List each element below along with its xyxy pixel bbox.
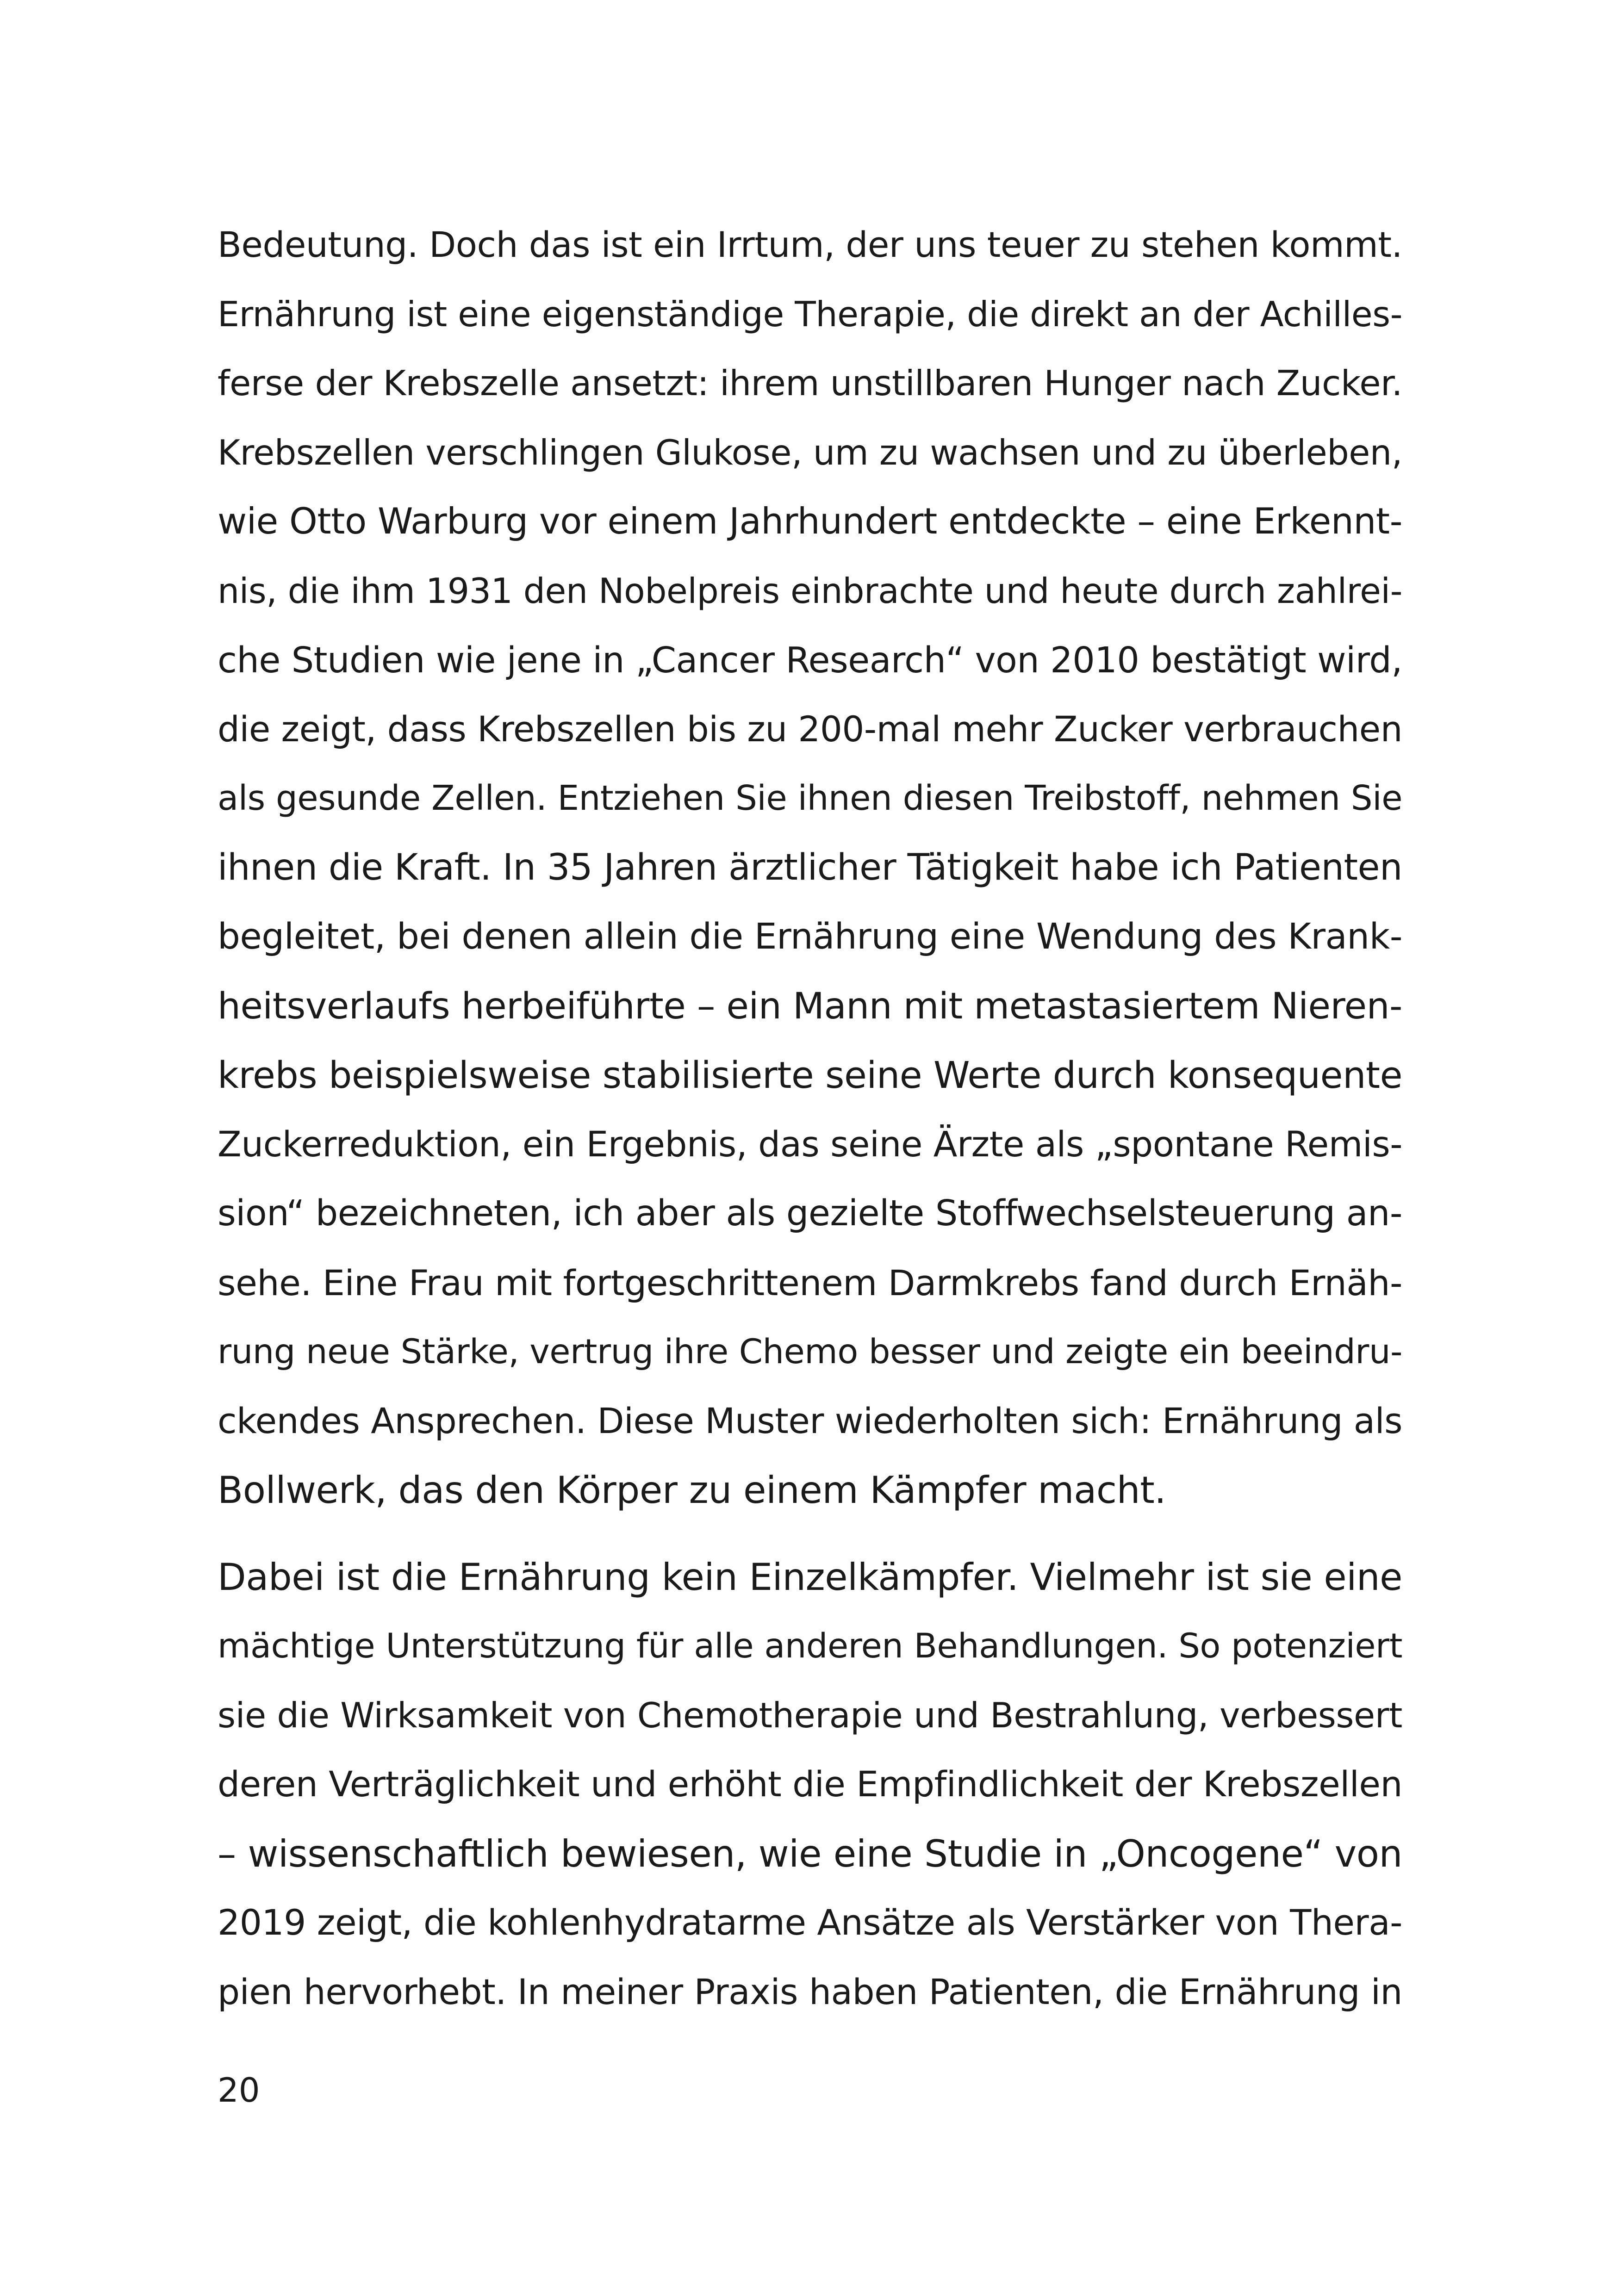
text-line: – wissenschaftlich bewiesen, wie eine Studie in „Oncogene“ von — [218, 1831, 1402, 1875]
text-line: deren Verträglichkeit und erhöht die Empfindlichkeit der Krebszellen — [218, 1764, 1402, 1805]
text-line: heitsverlaufs herbeiführte – ein Mann mit metastasiertem Nieren- — [218, 984, 1402, 1027]
text-line: rung neue Stärke, vertrug ihre Chemo besser und zeigte ein beeindru- — [218, 1332, 1402, 1371]
page-number: 20 — [218, 2071, 260, 2110]
text-line: Bollwerk, das den Körper zu einem Kämpfer macht. — [218, 1468, 1166, 1512]
text-line: ferse der Krebszelle ansetzt: ihrem unstillbaren Hunger nach Zucker. — [218, 363, 1402, 403]
paragraph-1 — [218, 211, 1402, 1525]
text-line: Ernährung ist eine eigenständige Therapie, die direkt an der Achilles- — [218, 294, 1402, 335]
text-line: krebs beispielsweise stabilisierte seine Werte durch konsequente — [218, 1054, 1402, 1097]
text-line: sie die Wirksamkeit von Chemotherapie und Bestrahlung, verbessert — [218, 1694, 1402, 1736]
text-line: als gesunde Zellen. Entziehen Sie ihnen diesen Treibstoff, nehmen Sie — [218, 779, 1402, 818]
text-line: Dabei ist die Ernährung kein Einzelkämpfer. Vielmehr ist sie eine — [218, 1555, 1402, 1599]
text-line: ihnen die Kraft. In 35 Jahren ärztlicher Tätigkeit habe ich Patienten — [218, 846, 1402, 888]
text-line: die zeigt, dass Krebszellen bis zu 200-mal mehr Zucker verbrauchen — [218, 708, 1402, 750]
text-line: nis, die ihm 1931 den Nobelpreis einbrachte und heute durch zahlrei- — [218, 571, 1402, 611]
text-line: Bedeutung. Doch das ist ein Irrtum, der uns teuer zu stehen kommt. — [218, 224, 1402, 265]
text-line: wie Otto Warburg vor einem Jahrhundert entdeckte – eine Erkennt- — [218, 501, 1402, 542]
page-body — [218, 211, 1402, 2027]
text-line: 2019 zeigt, die kohlenhydratarme Ansätze als Verstärker von Thera- — [218, 1902, 1402, 1943]
text-line: sehe. Eine Frau mit fortgeschrittenem Darmkrebs fand durch Ernäh- — [218, 1262, 1402, 1303]
text-line: begleitet, bei denen allein die Ernährung eine Wendung des Krank- — [218, 916, 1402, 957]
text-line: Zuckerreduktion, ein Ergebnis, das seine Ärzte als „spontane Remis- — [218, 1123, 1402, 1165]
text-line: mächtige Unterstützung für alle anderen Behandlungen. So potenziert — [218, 1626, 1402, 1666]
text-line: pien hervorhebt. In meiner Praxis haben Patienten, die Ernährung in — [218, 1971, 1402, 2012]
text-line: che Studien wie jene in „Cancer Research“ von 2010 bestätigt wird, — [218, 639, 1402, 681]
text-line: sion“ bezeichneten, ich aber als gezielte Stoffwechselsteuerung an- — [218, 1193, 1402, 1234]
text-line: Krebszellen verschlingen Glukose, um zu wachsen und zu überleben, — [218, 432, 1402, 473]
text-line: ckendes Ansprechen. Diese Muster wiederholten sich: Ernährung als — [218, 1400, 1402, 1441]
paragraph-2 — [218, 1543, 1402, 2027]
